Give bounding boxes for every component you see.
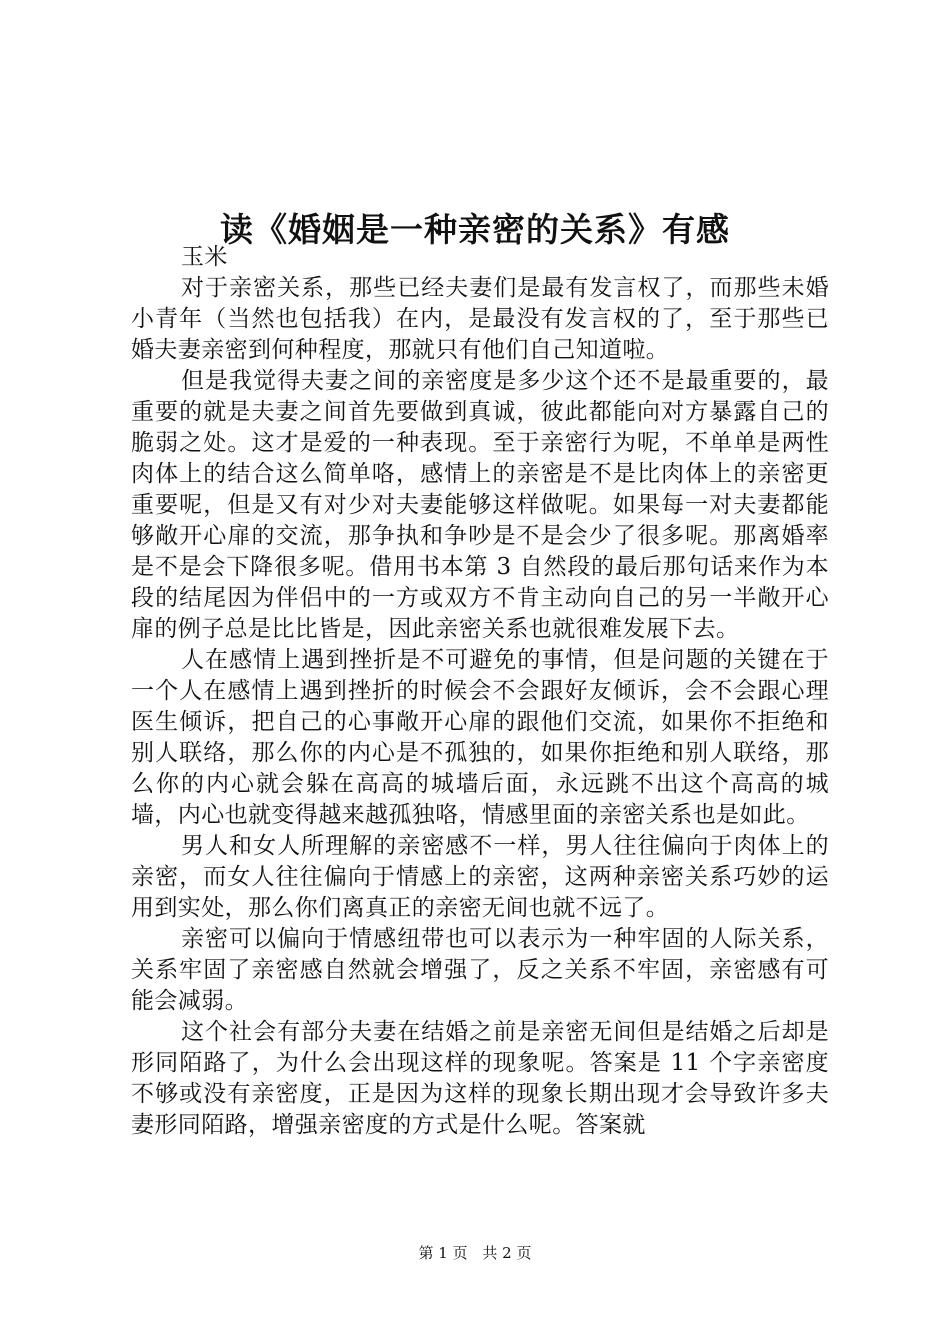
page-footer bbox=[0, 1243, 950, 1263]
paragraph-1: 对于亲密关系，那些已经夫妻们是最有发言权了，而那些未婚小青年（当然也包括我）在内，是最没有发言权的了，至于那些已婚夫妻亲密到何种程度，那就只有他们自己知道啦。 bbox=[131, 275, 829, 363]
page-number: 第 1 页 bbox=[418, 1244, 468, 1262]
document-title: 读《婚姻是一种亲密的关系》有感 bbox=[220, 210, 730, 250]
document-body bbox=[131, 242, 829, 1141]
paragraph-2: 但是我觉得夫妻之间的亲密度是多少这个还不是最重要的，最重要的就是夫妻之间首先要做到真诚，彼此都能向对方暴露自己的脆弱之处。这才是爱的一种表现。至于亲密行为呢，不单单是两性肉体上的结合这么简单咯，感情上的亲密是不是比肉体上的亲密更重要呢，但是又有对少对夫妻能够这样做呢。如果每一对夫妻都能够敞开心扉的交流，那争执和争吵是不是会少了很多呢。那离婚率是不是会下降很多呢。借用书本第 3 自然段的最后那句话来作为本段的结尾因为伴侣中的一方或双方不肯主动向自己的另一半敞开心扉的例子总是比比皆是，因此亲密关系也就很难发展下去。 bbox=[131, 368, 829, 642]
author-name: 玉米 bbox=[181, 244, 228, 270]
paragraph-3: 人在感情上遇到挫折是不可避免的事情，但是问题的关键在于一个人在感情上遇到挫折的时候会不会跟好友倾诉，会不会跟心理医生倾诉，把自己的心事敞开心扉的跟他们交流，如果你不拒绝和别人联络，那么你的内心是不孤独的，如果你拒绝和别人联络，那么你的内心就会躲在高高的城墙后面，永远跳不出这个高高的城墙，内心也就变得越来越孤独咯，情感里面的亲密关系也是如此。 bbox=[131, 647, 829, 828]
paragraph-5: 亲密可以偏向于情感纽带也可以表示为一种牢固的人际关系，关系牢固了亲密感自然就会增强了，反之关系不牢固，亲密感有可能会减弱。 bbox=[131, 926, 829, 1014]
paragraph-4: 男人和女人所理解的亲密感不一样，男人往往偏向于肉体上的亲密，而女人往往偏向于情感上的亲密，这两种亲密关系巧妙的运用到实处，那么你们离真正的亲密无间也就不远了。 bbox=[131, 833, 829, 921]
paragraph-6: 这个社会有部分夫妻在结婚之前是亲密无间但是结婚之后却是形同陌路了，为什么会出现这样的现象呢。答案是 11 个字亲密度不够或没有亲密度，正是因为这样的现象长期出现才会导致许多夫妻形同陌路，增强亲密度的方式是什么呢。答案就 bbox=[131, 1019, 829, 1138]
page-total: 共 2 页 bbox=[482, 1244, 532, 1262]
